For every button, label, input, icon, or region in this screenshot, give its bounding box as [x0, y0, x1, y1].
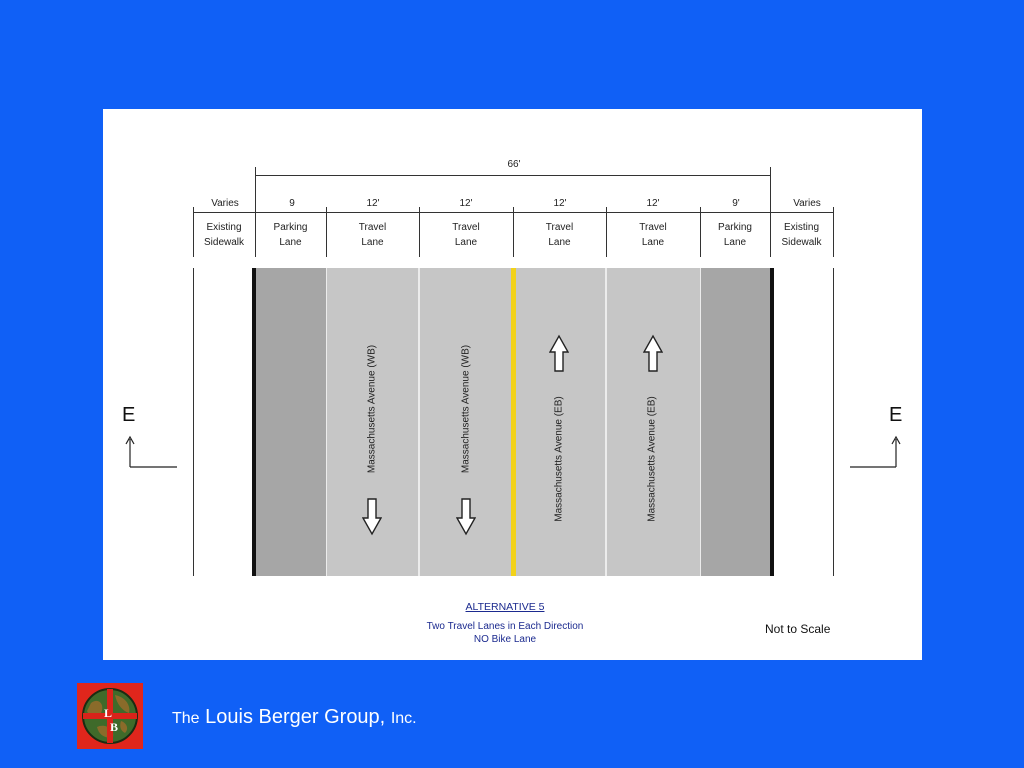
segment-label: Existing Sidewalk [781, 222, 822, 248]
alternative-title: ALTERNATIVE 5 [465, 601, 545, 613]
parking-lane-left [256, 268, 326, 576]
east-marker-right-arrow-icon [848, 435, 904, 469]
lane-1-street-name: Massachusetts Avenue (WB) [366, 344, 378, 474]
segment-dim-label: 9' [723, 198, 749, 209]
svg-text:L: L [104, 706, 113, 720]
total-width-tick-left [255, 167, 256, 211]
scale-note: Not to Scale [765, 622, 831, 636]
right-curb [770, 268, 774, 576]
parking-lane-right [701, 268, 770, 576]
left-sidewalk-edge [193, 268, 194, 576]
segment-dim-label: Varies [201, 198, 249, 209]
lane-4-street-name: Massachusetts Avenue (EB) [646, 396, 658, 522]
segment-tick [833, 207, 834, 257]
down-arrow-icon [456, 498, 476, 536]
segment-label: Travel Lane [639, 222, 667, 248]
up-arrow-icon [643, 334, 663, 372]
segment-label: Parking Lane [273, 222, 308, 248]
segment-label: Existing Sidewalk [203, 222, 245, 248]
east-marker-right-label: E [889, 404, 903, 426]
up-arrow-icon [549, 334, 569, 372]
company-name [172, 706, 417, 729]
segment-dim-label: 12' [639, 198, 667, 209]
cross-section-panel [103, 109, 922, 660]
segment-label: Travel Lane [358, 222, 387, 248]
segment-label: Travel Lane [452, 222, 480, 248]
segment-label: Travel Lane [545, 222, 574, 248]
lane-divider [326, 268, 327, 576]
segment-dim-label: 9 [281, 198, 303, 209]
down-arrow-icon [362, 498, 382, 536]
company-name-prefix: The [172, 710, 200, 727]
company-name-main: Louis Berger Group, [205, 706, 386, 728]
alternative-description: Two Travel Lanes in Each Direction NO Bike Lane [426, 621, 584, 645]
lane-3-street-name: Massachusetts Avenue (EB) [553, 396, 565, 522]
segment-label: Parking Lane [718, 222, 752, 248]
svg-text:B: B [110, 720, 119, 734]
east-marker-left-label: E [122, 404, 136, 426]
east-marker-left-arrow-icon [123, 435, 179, 469]
globe-logo-icon [77, 683, 143, 749]
segment-dim-label: 12' [546, 198, 574, 209]
total-width-dimension-line [255, 175, 771, 176]
company-name-suffix: Inc. [390, 710, 417, 727]
total-width-label: 66' [501, 159, 527, 170]
lane-2-street-name: Massachusetts Avenue (WB) [460, 344, 472, 474]
total-width-tick-right [770, 167, 771, 211]
right-sidewalk-edge [833, 268, 834, 576]
company-logo [77, 683, 143, 749]
segment-dim-label: 12' [452, 198, 480, 209]
segment-dim-label: 12' [359, 198, 387, 209]
segment-dim-label: Varies [783, 198, 831, 209]
